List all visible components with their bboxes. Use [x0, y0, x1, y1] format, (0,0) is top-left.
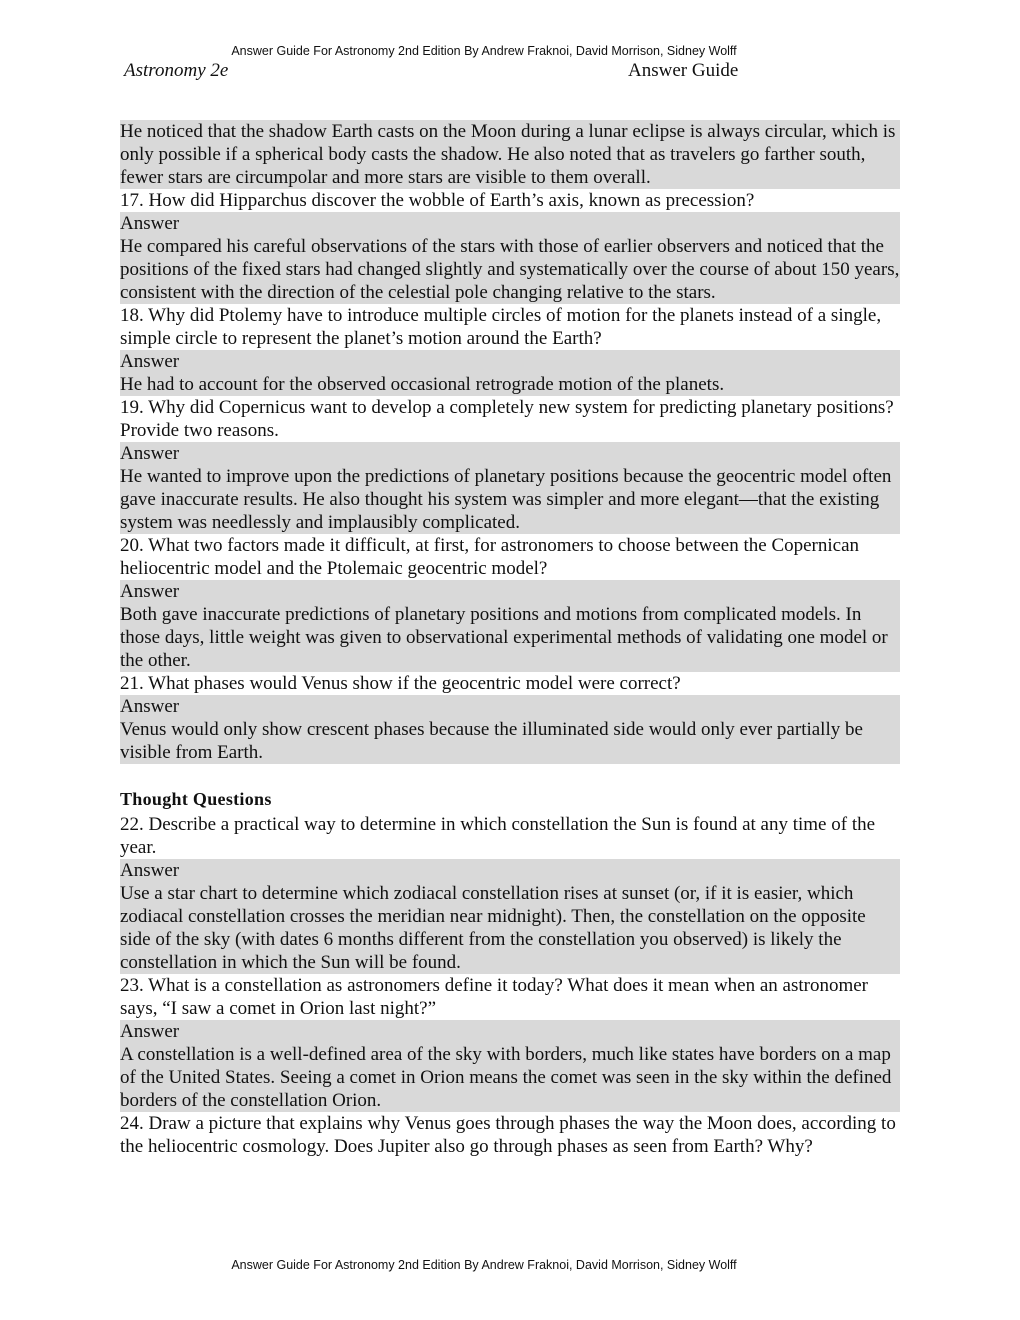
- question-text: 21. What phases would Venus show if the geocentric model were correct?: [120, 673, 681, 694]
- header-source-line: Answer Guide For Astronomy 2nd Edition By Andrew Fraknoi, David Morrison, Sidney Wolff: [231, 44, 737, 58]
- answer-text: He noticed that the shadow Earth casts on the Moon during a lunar eclipse is always circular, which is only possible if a spherical body casts the shadow. He also noted that as travelers go farther south, fewer stars are circumpolar and more stars are visible to them overall.: [120, 120, 900, 189]
- question-text: 17. How did Hipparchus discover the wobble of Earth’s axis, known as precession?: [120, 190, 755, 211]
- question-text: 22. Describe a practical way to determine in which constellation the Sun is found at any time of the year.: [120, 814, 876, 858]
- header-guide-title: Answer Guide: [628, 60, 739, 81]
- answer-label: Answer: [120, 350, 900, 373]
- answer-text: He wanted to improve upon the predictions of planetary positions because the geocentric model often gave inaccurate results. He also thought his system was simpler and more elegant—that the existing system was needlessly and implausibly complicated.: [120, 465, 900, 534]
- answer-label: Answer: [120, 212, 900, 235]
- question-text: 23. What is a constellation as astronomers define it today? What does it mean when an astronomer says, “I saw a comet in Orion last night?”: [120, 975, 869, 1019]
- footer-source-line: Answer Guide For Astronomy 2nd Edition By Andrew Fraknoi, David Morrison, Sidney Wolff: [231, 1258, 737, 1272]
- header-book-title: Astronomy 2e: [124, 60, 229, 81]
- page-content: [120, 120, 900, 1158]
- answer-label: Answer: [120, 695, 900, 718]
- answer-label: Answer: [120, 442, 900, 465]
- answer-label: Answer: [120, 859, 900, 882]
- answer-text: Venus would only show crescent phases because the illuminated side would only ever partially be visible from Earth.: [120, 718, 900, 764]
- section-heading: Thought Questions: [120, 789, 272, 809]
- question-text: 24. Draw a picture that explains why Venus goes through phases the way the Moon does, according to the heliocentric cosmology. Does Jupiter also go through phases as seen from Earth? Why?: [120, 1113, 896, 1157]
- answer-text: He compared his careful observations of the stars with those of earlier observers and noticed that the positions of the fixed stars had changed slightly and systematically over the course of about 150 years, consistent with the direction of the celestial pole changing relative to the stars.: [120, 236, 900, 303]
- answer-text: Both gave inaccurate predictions of planetary positions and motions from complicated models. In those days, little weight was given to observational experimental methods of validating one model or the other.: [120, 603, 900, 672]
- question-text: 18. Why did Ptolemy have to introduce multiple circles of motion for the planets instead of a single, simple circle to represent the planet’s motion around the Earth?: [120, 305, 882, 349]
- question-text: 20. What two factors made it difficult, at first, for astronomers to choose between the Copernican heliocentric model and the Ptolemaic geocentric model?: [120, 535, 860, 579]
- answer-text: Use a star chart to determine which zodiacal constellation rises at sunset (or, if it is easier, which zodiacal constellation crosses the meridian near midnight). Then, the constellation on the opposite side of the sky (with dates 6 months different from the constellation you observed) is likely the constellation in which the Sun will be found.: [120, 882, 900, 974]
- question-text: 19. Why did Copernicus want to develop a completely new system for predicting planetary positions? Provide two reasons.: [120, 397, 894, 441]
- answer-label: Answer: [120, 580, 900, 603]
- answer-label: Answer: [120, 1020, 900, 1043]
- answer-text: He had to account for the observed occasional retrograde motion of the planets.: [120, 373, 900, 396]
- answer-text: A constellation is a well-defined area of the sky with borders, much like states have borders on a map of the United States. Seeing a comet in Orion means the comet was seen in the sky within the defined borders of the constellation Orion.: [120, 1043, 900, 1112]
